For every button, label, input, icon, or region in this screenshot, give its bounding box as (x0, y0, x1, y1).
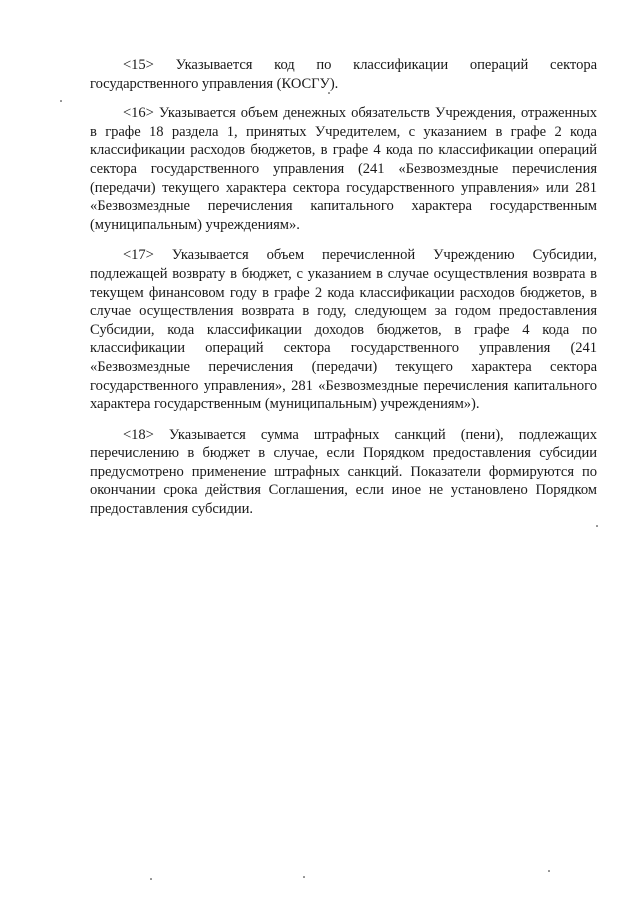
scan-speck (150, 878, 152, 880)
scan-speck (596, 525, 598, 527)
scan-speck (548, 870, 550, 872)
footnote-18: <18> Указывается сумма штрафных санкций (пени), подлежащих перечислению в бюджет в случае, если Порядком предоставления субсидии предусмотрено применение штрафных санкций. Показатели формируются по окончании срока действия Соглашения, если иное не установлено Порядком предоставления субсидии. (90, 426, 597, 518)
footnote-17: <17> Указывается объем перечисленной Учреждению Субсидии, подлежащей возврату в бюджет, с указанием в случае осуществления возврата в текущем финансовом году в графе 2 кода классификации расходов бюджетов, в случае осуществления возврата в году, следующем за годом предоставления Субсидии, кода классификации доходов бюджетов, в графе 4 кода по классификации операций сектора государственного управления (241 «Безвозмездные перечисления (передачи) текущего характера сектора государственного управления», 281 «Безвозмездные перечисления капитального характера государственным (муниципальным) учреждениям»). (90, 247, 597, 413)
footnote-16: <16> Указывается объем денежных обязательств Учреждения, отраженных в графе 18 раздела 1, принятых Учредителем, с указанием в графе 2 кода классификации расходов бюджетов, в графе 4 кода по классификации операций сектора государственного управления (241 «Безвозмездные перечисления (передачи) текущего характера сектора государственного управления» или 281 «Безвозмездные перечисления капитального характера государственным (муниципальным) учреждениям». (90, 105, 597, 233)
scan-speck (60, 100, 62, 102)
footnotes-block (90, 56, 597, 530)
scan-speck (328, 92, 330, 94)
footnote-15: <15> Указывается код по классификации операций сектора государственного управления (КОСГУ). (90, 57, 597, 92)
scan-speck (303, 876, 305, 878)
